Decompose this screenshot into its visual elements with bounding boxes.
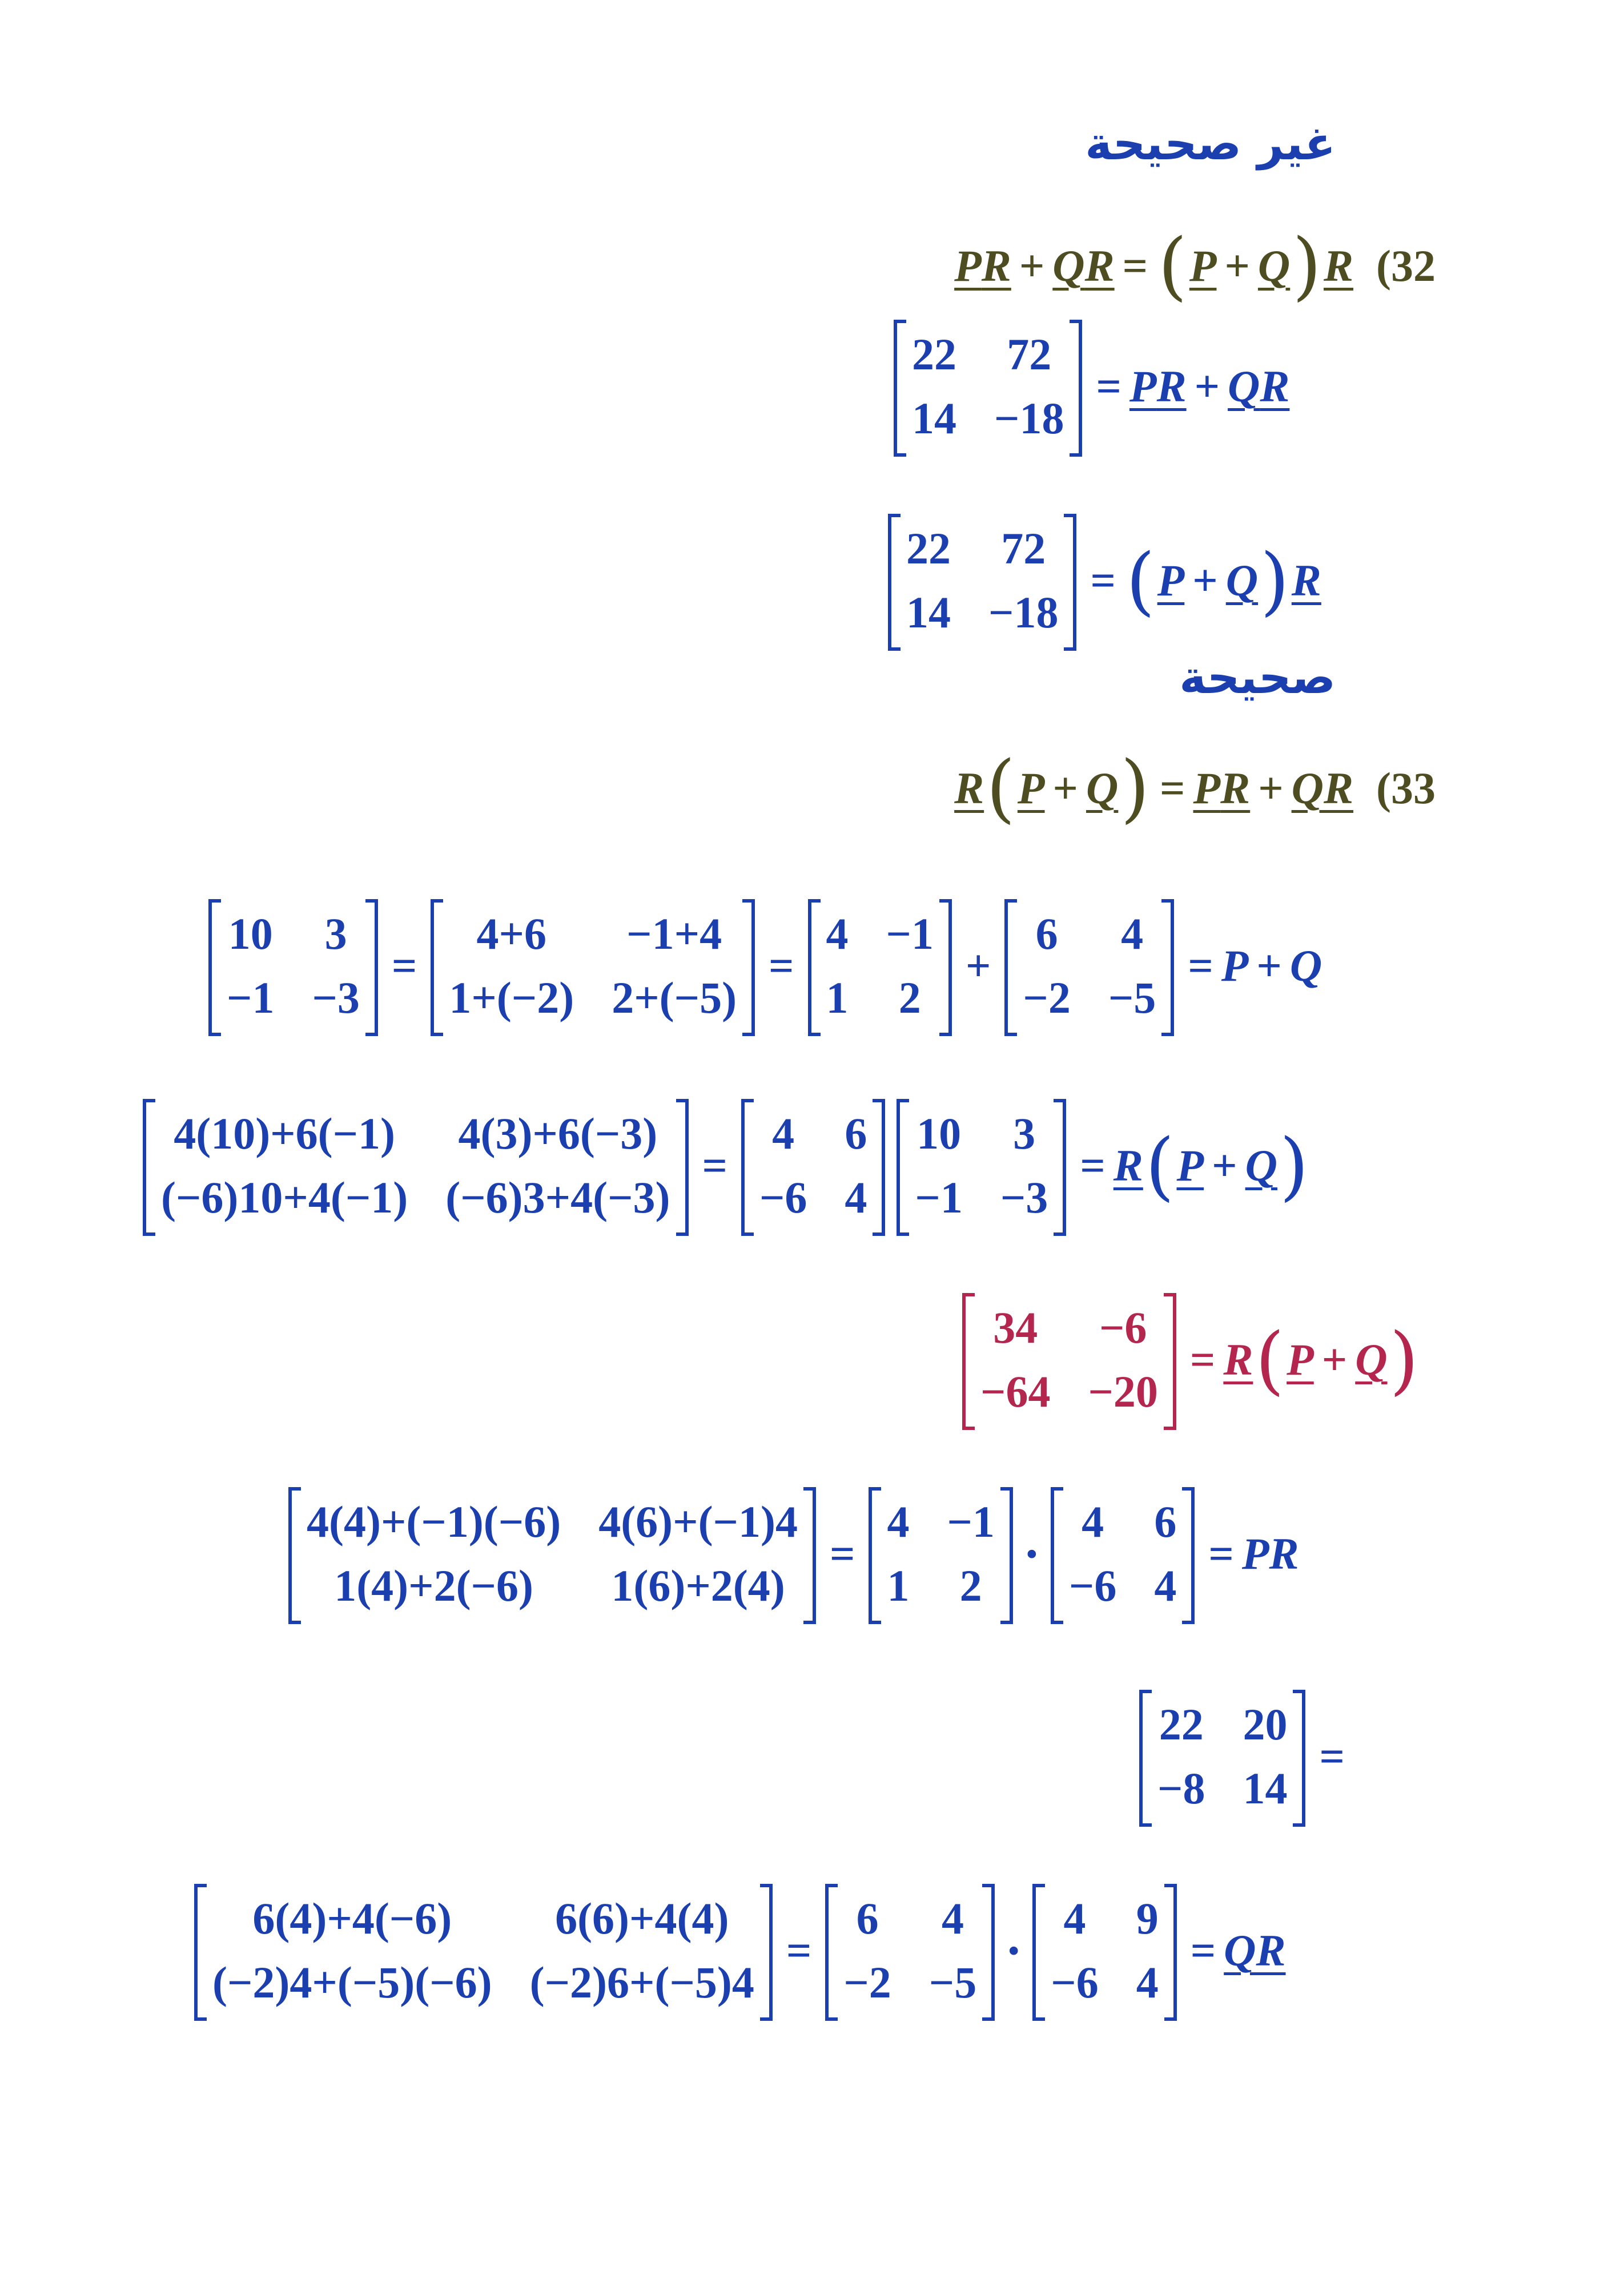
matrix-cell: −8: [1157, 1763, 1205, 1813]
matrix-cell: 2: [898, 973, 921, 1022]
matrix-cell: 2+(−5): [612, 973, 737, 1022]
q33-line-pr-result: 22 20 −8 14 =: [1133, 1690, 1353, 1823]
matrix-cell: 14: [906, 587, 951, 637]
q33-line-qr: 6(4)+4(−6) 6(6)+4(4) (−2)4+(−5)(−6) (−2)6+(−5)4 = 6 4 −2 −5 · 4 9 −6 4 = QR: [188, 1884, 1286, 2017]
matrix-cell: −3: [1000, 1173, 1048, 1222]
matrix-cell: 3: [324, 909, 347, 958]
matrix-cell: 6(6)+4(4): [555, 1894, 729, 1943]
matrix-cell: 6: [1154, 1497, 1177, 1546]
matrix-cell: 72: [1001, 523, 1046, 573]
matrix-cell: 3: [1013, 1109, 1036, 1158]
matrix-cell: (−6)10+4(−1): [161, 1173, 408, 1222]
q33-line-rpq-result: 34 −6 −64 −20 = R ( P + Q ): [956, 1293, 1421, 1427]
matrix-cell: −5: [1108, 973, 1156, 1022]
matrix: [1032, 1884, 1176, 2017]
matrix-cell: 4(3)+6(−3): [458, 1109, 658, 1158]
matrix-cell: 1(4)+2(−6): [334, 1561, 533, 1610]
q33-number: (33: [1376, 763, 1436, 813]
answer-true-label: صحيحة: [1179, 651, 1336, 704]
matrix-cell: 4: [1136, 1957, 1159, 2007]
q33-statement: R ( P + Q ) = P R + Q R (33: [954, 744, 1436, 831]
matrix-cell: −1: [915, 1173, 963, 1222]
matrix-cell: −6: [1051, 1957, 1099, 2007]
matrix-cell: 22: [906, 523, 951, 573]
matrix-cell: 4: [845, 1173, 867, 1222]
matrix-cell: −2: [1023, 973, 1071, 1022]
matrix-cell: 4(6)+(−1)4: [598, 1497, 798, 1546]
matrix-cell: 20: [1243, 1699, 1288, 1749]
q33-line-rpq-expanded: 4(10)+6(−1) 4(3)+6(−3) (−6)10+4(−1) (−6)3+4(−3) = 4 6 −6 4 10 3 −1 −3 = R ( P + Q ): [137, 1099, 1311, 1232]
matrix-cell: 4(10)+6(−1): [174, 1109, 396, 1158]
matrix: [288, 1487, 816, 1621]
matrix-cell: 14: [912, 393, 956, 443]
matrix: [1051, 1487, 1195, 1621]
matrix-cell: 6: [845, 1109, 867, 1158]
matrix-cell: 1: [887, 1561, 910, 1610]
matrix-cell: 4: [772, 1109, 795, 1158]
matrix-cell: 1(6)+2(4): [611, 1561, 785, 1610]
matrix-cell: −1+4: [626, 909, 722, 958]
matrix: [143, 1099, 689, 1232]
matrix: [888, 514, 1076, 647]
matrix: [1139, 1690, 1305, 1823]
matrix-cell: 6: [856, 1894, 879, 1943]
q32-statement: P R + Q R = ( P + Q ) R (32: [954, 222, 1436, 309]
matrix-cell: −18: [994, 393, 1064, 443]
matrix-cell: −20: [1088, 1367, 1158, 1416]
matrix-cell: 4(4)+(−1)(−6): [307, 1497, 561, 1546]
matrix-cell: −1: [947, 1497, 995, 1546]
matrix-cell: −6: [759, 1173, 807, 1222]
matrix-cell: −5: [928, 1957, 977, 2007]
matrix-cell: 10: [916, 1109, 962, 1158]
matrix-cell: (−6)3+4(−3): [445, 1173, 670, 1222]
matrix-cell: 6(4)+4(−6): [252, 1894, 452, 1943]
matrix-cell: 1+(−2): [449, 973, 574, 1022]
matrix-cell: 1: [826, 973, 849, 1022]
matrix: [897, 1099, 1066, 1232]
matrix-cell: 22: [1159, 1699, 1204, 1749]
q33-line-pr: 4(4)+(−1)(−6) 4(6)+(−1)4 1(4)+2(−6) 1(6)+2(4) = 4 −1 1 2 · 4 6 −6 4 = PR: [283, 1487, 1299, 1621]
q32-line-pq-r: 22 72 14 −18 = ( P + Q ) R: [882, 514, 1321, 647]
q32-line-pr-qr: 22 72 14 −18 = P R + Q R: [888, 320, 1289, 453]
matrix: [894, 320, 1082, 453]
matrix: [869, 1487, 1012, 1621]
matrix: [431, 899, 755, 1033]
matrix-cell: 14: [1243, 1763, 1288, 1813]
q32-number: (32: [1376, 240, 1436, 291]
answer-false-label: غير صحيحة: [1085, 117, 1336, 170]
matrix-cell: −6: [1068, 1561, 1117, 1610]
matrix-cell: 4: [1082, 1497, 1104, 1546]
matrix-cell: 4+6: [476, 909, 546, 958]
matrix-cell: −64: [980, 1367, 1051, 1416]
matrix-cell: −2: [843, 1957, 891, 2007]
matrix: [741, 1099, 885, 1232]
matrix: [825, 1884, 995, 2017]
matrix-cell: −3: [312, 973, 360, 1022]
matrix: [194, 1884, 773, 2017]
matrix: [1004, 899, 1174, 1033]
matrix-cell: 22: [912, 329, 956, 379]
matrix: [208, 899, 378, 1033]
matrix-cell: (−2)4+(−5)(−6): [212, 1957, 492, 2007]
q33-line-p-plus-q: 10 3 −1 −3 = 4+6 −1+4 1+(−2) 2+(−5) = 4 −1 1 2 + 6 4 −2 −5 = P + Q: [203, 899, 1322, 1033]
matrix-cell: 10: [228, 909, 273, 958]
matrix: [962, 1293, 1176, 1427]
matrix-cell: 4: [887, 1497, 910, 1546]
matrix: [808, 899, 952, 1033]
matrix-cell: −1: [227, 973, 275, 1022]
matrix-cell: 4: [826, 909, 849, 958]
matrix-cell: 72: [1007, 329, 1052, 379]
matrix-cell: 4: [1121, 909, 1144, 958]
matrix-cell: 9: [1136, 1894, 1159, 1943]
matrix-cell: 4: [1063, 1894, 1086, 1943]
matrix-cell: 4: [942, 1894, 964, 1943]
matrix-cell: −1: [886, 909, 934, 958]
matrix-cell: −18: [988, 587, 1059, 637]
pr-label: PR: [1241, 1529, 1299, 1578]
matrix-cell: 2: [959, 1561, 982, 1610]
matrix-cell: −6: [1099, 1303, 1147, 1352]
matrix-cell: (−2)6+(−5)4: [529, 1957, 754, 2007]
matrix-cell: 4: [1154, 1561, 1177, 1610]
qr-label: QR: [1224, 1926, 1286, 1975]
matrix-cell: 34: [993, 1303, 1038, 1352]
matrix-cell: 6: [1035, 909, 1058, 958]
